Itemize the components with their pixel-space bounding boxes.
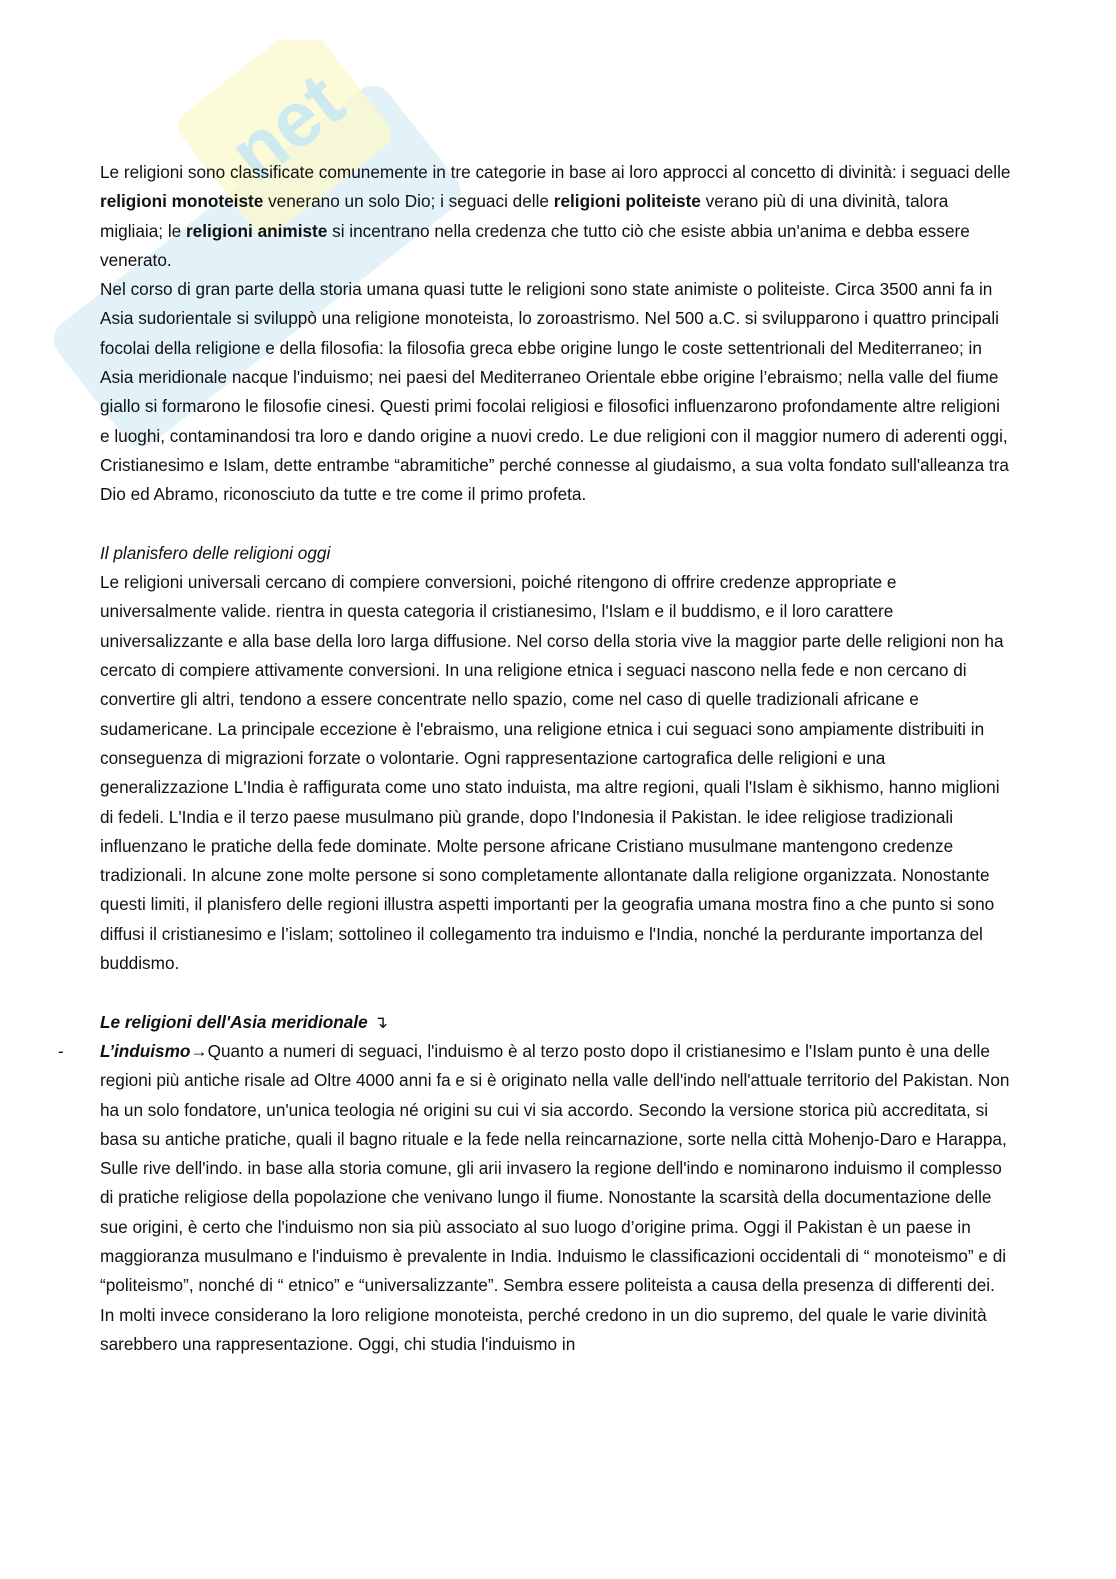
term-religioni-animiste: religioni animiste xyxy=(185,220,328,241)
intro-text-2: venerano un solo Dio; i seguaci delle xyxy=(263,191,554,212)
intro-text-1: Le religioni sono classificate comunemente in tre categorie in base ai loro approcci al concetto di divinità: i seguaci delle xyxy=(100,162,1011,182)
bullet-dash: - xyxy=(58,1040,64,1061)
term-induismo: L’induismo xyxy=(100,1040,191,1061)
section-heading-planisfero: Il planisfero delle religioni oggi xyxy=(100,542,331,563)
paragraph-gap xyxy=(100,978,1012,1007)
term-religioni-politeiste: religioni politeiste xyxy=(553,191,701,212)
section-heading-text: Le religioni dell'Asia meridionale xyxy=(100,1011,368,1032)
document-body xyxy=(58,158,1012,1359)
section-heading-asia-meridionale xyxy=(100,1008,1012,1037)
intro-paragraph xyxy=(100,158,1012,275)
history-paragraph: Nel corso di gran parte della storia umana quasi tutte le religioni sono state animiste o politeiste. Circa 3500 anni fa in Asia sudorientale si sviluppò una religione monoteista, lo zoroastrismo. Nel 500 a.C. si svilupparono i quattro principali focolai della religione e della filosofia: la filosofia greca ebbe origine lungo le coste settentrionali del Mediterraneo; in Asia meridionale nacque l'induismo; nei paesi del Mediterraneo Orientale ebbe origine l’ebraismo; nella valle del fiume giallo si formarono le filosofie cinesi. Questi primi focolai religiosi e filosofici influenzarono profondamente altre religioni e luoghi, contaminandosi tra loro e dando origine a nuovi credo. Le due religioni con il maggior numero di aderenti oggi, Cristianesimo e Islam, dette entrambe “abramitiche” perché connesse al giudaismo, a sua volta fondato sull'alleanza tra Dio ed Abramo, riconosciuto da tutte e tre come il primo profeta. xyxy=(100,279,1009,505)
section-body-planisfero: Le religioni universali cercano di compiere conversioni, poiché ritengono di offrire credenze appropriate e universalmente valide. rientra in questa categoria il cristianesimo, l'Islam e il buddismo, e il loro carattere universalizzante e alla base della loro larga diffusione. Nel corso della storia vive la maggior parte delle religioni non ha cercato di compiere attivamente conversioni. In una religione etnica i seguaci nascono nella fede e non cercano di convertire gli altri, tendono a essere concentrate nello spazio, come nel caso di quelle tradizionali africane e sudamericane. La principale eccezione è l'ebraismo, una religione etnica i cui seguaci sono ampiamente distribuiti in conseguenza di migrazioni forzate o volontarie. Ogni rappresentazione cartografica delle religioni e una generalizzazione L'India è raffigurata come uno stato induista, ma altre regioni, quali l'Islam è sikhismo, hanno miglioni di fedeli. L'India e il terzo paese musulmano più grande, dopo l'Indonesia il Pakistan. le idee religiose tradizionali influenzano le pratiche della fede dominate. Molte persone africane Cristiano musulmane mantengono credenze tradizionali. In alcune zone molte persone si sono completamente allontanate dalla religione organizzata. Nonostante questi limiti, il planisfero delle regioni illustra aspetti importanti per la geografia umana mostra fino a che punto si sono diffusi il cristianesimo e l’islam; sottolineo il collegamento tra induismo e l'India, nonché la perdurante importanza del buddismo. xyxy=(100,572,1004,974)
intro-text-3: verano più di una divinità, talora migliaia; le xyxy=(100,191,949,241)
induismo-text: Quanto a numeri di seguaci, l'induismo è al terzo posto dopo il cristianesimo e l'Islam punto è una delle regioni più antiche risale ad Oltre 4000 anni fa e si è originato nella valle dell'indo nell'attuale territorio del Pakistan. Non ha un solo fondatore, un'unica teologia né origini su cui vi sia accordo. Secondo la versione storica più accreditata, si basa su antiche pratiche, quali il bagno rituale e la fede nella reincarnazione, sorte nella città Mohenjo-Daro e Harappa, Sulle rive dell'indo. in base alla storia comune, gli arii invasero la regione dell'indo e nominarono induismo il complesso di pratiche religiose della popolazione che venivano lungo il fiume. Nonostante la scarsità della documentazione delle sue origini, è certo che l'induismo non sia più associato al suo luogo d’origine prima. Oggi il Pakistan è un paese in maggioranza musulmano e l'induismo è prevalente in India. Induismo le classificazioni occidentali di “ monoteismo” e di “politeismo”, nonché di “ etnico” e “universalizzante”. Sembra essere politeista a causa della presenza di differenti dei. In molti invece considerano la loro religione monoteista, perché credono in un dio supremo, del quale le varie divinità sarebbero una rappresentazione. Oggi, chi studia l'induismo in xyxy=(100,1040,1010,1354)
list-item-induismo xyxy=(58,1037,1012,1359)
term-religioni-monoteiste: religioni monoteiste xyxy=(100,191,264,212)
watermark-text: net xyxy=(212,55,360,198)
right-arrow-icon: → xyxy=(190,1040,208,1061)
turn-arrow-icon: ↴ xyxy=(373,1011,389,1032)
intro-text-4: si incentrano nella credenza che tutto ciò che esiste abbia un'anima e debba essere venerato. xyxy=(100,220,970,270)
paragraph-gap xyxy=(100,510,1012,539)
